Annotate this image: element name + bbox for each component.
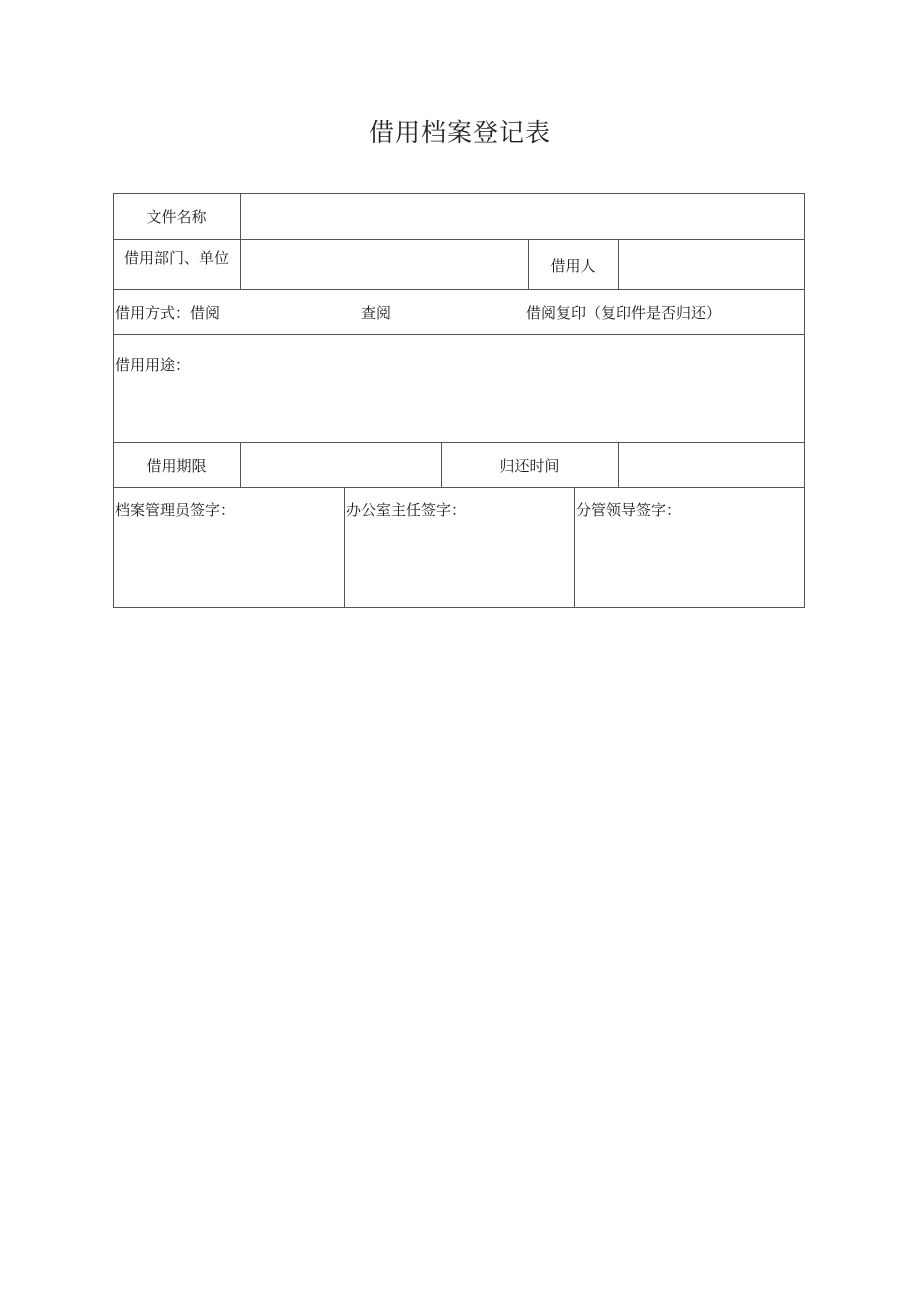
office-director-sign-label: 办公室主任签字： — [346, 501, 467, 519]
borrow-purpose-label: 借用用途： — [115, 356, 191, 374]
office-director-sign-area[interactable] — [346, 523, 572, 605]
row-divider-3 — [113, 334, 805, 335]
method-option-copy[interactable]: 借阅复印（复印件是否归还） — [526, 304, 722, 322]
row-divider-1 — [113, 239, 805, 240]
return-time-label: 归还时间 — [499, 457, 560, 475]
file-name-label: 文件名称 — [146, 208, 207, 226]
table-border-top — [113, 193, 805, 194]
row-divider-2 — [113, 289, 805, 290]
return-time-field[interactable] — [621, 444, 801, 485]
archivist-sign-area[interactable] — [115, 523, 341, 605]
method-option-view[interactable]: 查阅 — [361, 304, 392, 322]
borrow-dept-label: 借用部门、单位 — [123, 249, 229, 267]
sign-divider-2 — [574, 487, 575, 607]
table-border-right — [804, 193, 805, 608]
borrower-label: 借用人 — [550, 257, 596, 275]
borrow-period-label: 借用期限 — [146, 457, 207, 475]
sign-divider-1 — [344, 487, 345, 607]
return-label-right-divider — [618, 442, 619, 487]
borrow-method-label: 借用方式：借阅 — [115, 304, 221, 322]
period-label-divider — [240, 442, 241, 487]
borrower-field[interactable] — [621, 241, 801, 287]
leader-sign-label: 分管领导签字： — [576, 501, 682, 519]
leader-sign-area[interactable] — [576, 523, 802, 605]
label-column-divider — [240, 193, 241, 289]
table-border-bottom — [113, 607, 805, 608]
file-name-field[interactable] — [243, 195, 801, 237]
borrow-period-field[interactable] — [243, 444, 438, 485]
borrow-purpose-field[interactable] — [115, 377, 801, 439]
borrower-label-right-divider — [618, 239, 619, 289]
archivist-sign-label: 档案管理员签字： — [115, 501, 236, 519]
row-divider-4 — [113, 442, 805, 443]
borrow-record-form — [113, 193, 805, 608]
form-title: 借用档案登记表 — [368, 118, 551, 147]
borrow-dept-field[interactable] — [243, 241, 525, 287]
row-divider-5 — [113, 487, 805, 488]
